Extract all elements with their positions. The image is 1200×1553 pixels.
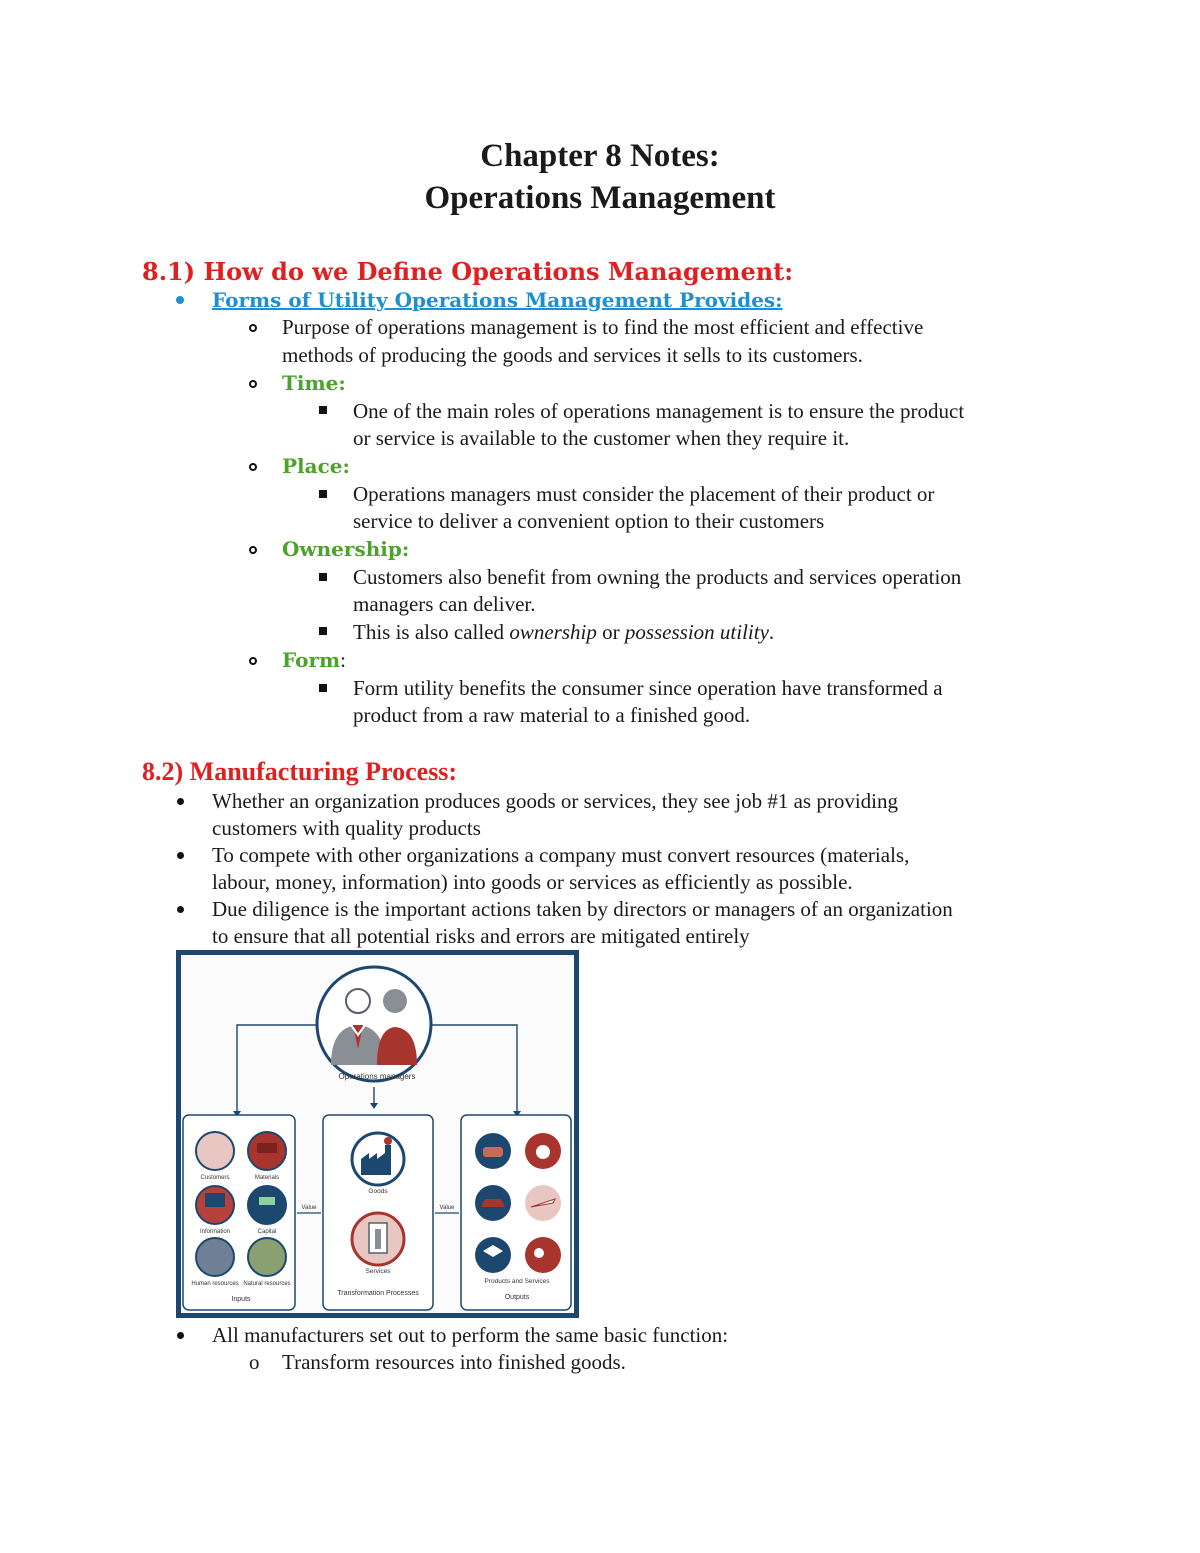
hollow-bullet-icon: o (249, 1350, 260, 1374)
square-bullet-icon (319, 490, 327, 498)
inputs-label: Inputs (231, 1296, 251, 1303)
square-bullet-icon (319, 684, 327, 692)
page-title-line1: Chapter 8 Notes: (480, 138, 720, 174)
hollow-bullet-icon (249, 463, 257, 471)
place-label: Place: (282, 454, 350, 478)
hollow-bullet-icon (249, 546, 257, 554)
input-caption: Natural resources (243, 1281, 291, 1287)
mfg-bullet2-line1: To compete with other organizations a company must convert resources (materials, (212, 843, 910, 867)
bullet-icon (177, 852, 184, 859)
purpose-line2: methods of producing the goods and services it sells to its customers. (282, 343, 863, 367)
process-caption: Services (365, 1268, 391, 1275)
bullet-icon (177, 1332, 184, 1339)
operations-diagram (176, 950, 579, 1318)
outputs-items-caption: Products and Services (484, 1278, 550, 1285)
also-mid: or (596, 620, 625, 644)
processes-label: Transformation Processes (337, 1290, 419, 1297)
input-caption: Information (199, 1229, 231, 1235)
form-line2: product from a raw material to a finished good. (353, 703, 751, 727)
operations-diagram-svg (181, 955, 574, 1313)
hollow-bullet-icon (249, 324, 257, 332)
process-caption: Goods (368, 1188, 388, 1195)
input-caption: Materials (254, 1175, 280, 1181)
hollow-bullet-icon (249, 380, 257, 388)
square-bullet-icon (319, 406, 327, 414)
possession-utility-term: possession utility (624, 620, 769, 644)
bullet-icon (177, 906, 184, 913)
section-heading-8-2: 8.2) Manufacturing Process: (142, 757, 458, 786)
bullet-icon (176, 296, 184, 304)
square-bullet-icon (319, 627, 327, 635)
hollow-bullet-icon (249, 657, 257, 665)
input-caption: Human resources (191, 1281, 239, 1287)
utility-forms-link[interactable]: Forms of Utility Operations Management Provides: (212, 288, 783, 312)
mfg-bullet1-line2: customers with quality products (212, 816, 481, 840)
mfg-bullet3-line2: to ensure that all potential risks and errors are mitigated entirely (212, 924, 750, 948)
input-caption: Customers (200, 1175, 230, 1181)
managers-label: Operations managers (338, 1072, 416, 1081)
also-suffix: . (768, 620, 775, 644)
form-label: Form (282, 648, 341, 672)
place-line2: service to deliver a convenient option to their customers (353, 509, 825, 533)
mfg-last-sub: Transform resources into finished goods. (282, 1350, 626, 1374)
bullet-icon (177, 798, 184, 805)
ownership-also-line (353, 619, 774, 647)
page-title-line2: Operations Management (424, 180, 776, 216)
form-colon: : (340, 648, 346, 672)
section-heading-8-1: 8.1) How do we Define Operations Management: (142, 257, 794, 286)
mfg-last-bullet: All manufacturers set out to perform the same basic function: (212, 1323, 729, 1347)
ownership-term: ownership (509, 620, 597, 644)
mfg-bullet2-line2: labour, money, information) into goods or services as efficiently as possible. (212, 870, 853, 894)
square-bullet-icon (319, 573, 327, 581)
natural-resources-icon (248, 1238, 286, 1276)
value-label-1: Value (301, 1205, 317, 1211)
ownership-line1: Customers also benefit from owning the products and services operation (353, 565, 962, 589)
form-label-row (282, 647, 346, 675)
form-line1: Form utility benefits the consumer since operation have transformed a (353, 676, 943, 700)
outputs-label: Outputs (504, 1294, 530, 1301)
ownership-label: Ownership: (282, 537, 410, 561)
mfg-bullet3-line1: Due diligence is the important actions taken by directors or managers of an organization (212, 897, 953, 921)
ownership-line2: managers can deliver. (353, 592, 536, 616)
place-line1: Operations managers must consider the placement of their product or (353, 482, 935, 506)
purpose-line1: Purpose of operations management is to find the most efficient and effective (282, 315, 924, 339)
also-prefix: This is also called (353, 620, 510, 644)
customers-icon (196, 1132, 234, 1170)
input-caption: Capital (257, 1229, 277, 1235)
time-line2: or service is available to the customer when they require it. (353, 426, 850, 450)
value-label-2: Value (439, 1205, 455, 1211)
human-resources-icon (196, 1238, 234, 1276)
time-line1: One of the main roles of operations management is to ensure the product (353, 399, 965, 423)
mfg-bullet1-line1: Whether an organization produces goods or services, they see job #1 as providing (212, 789, 899, 813)
time-label: Time: (282, 371, 346, 395)
